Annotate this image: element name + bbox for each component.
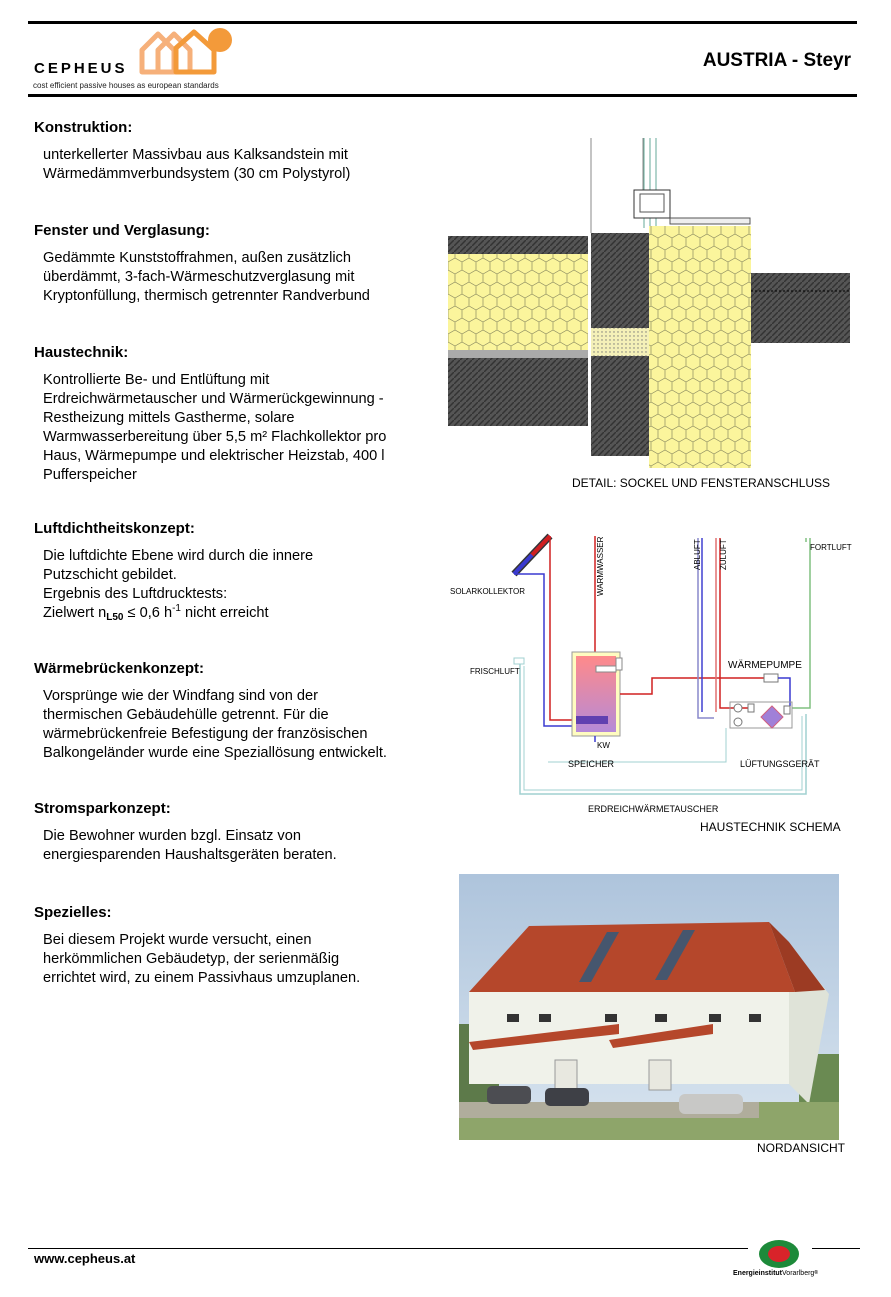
section-fenster (34, 222, 434, 306)
section-text: Kontrollierte Be- und Entlüftung mit Erdreichwärmetauscher und Wärmerückgewinnung - Restheizung mittels Gastherme, solare Warmwasserbereitung über 5,5 m² Flachkollektor pro Haus, Wärmepumpe und elektrischer Heizstab, 400 l Pufferspeicher (43, 372, 387, 483)
section-text: Die Bewohner wurden bzgl. Einsatz von energiesparenden Haushaltsgeräten beraten. (43, 828, 337, 863)
section-text (43, 547, 434, 624)
detail-caption: DETAIL: SOCKEL UND FENSTERANSCHLUSS (572, 476, 831, 490)
label-kw: KW (597, 741, 610, 750)
section-luftdichtheit (34, 520, 434, 624)
label-warmwasser: WARMWASSER (596, 536, 605, 596)
section-text: Bei diesem Projekt wurde versucht, einen herkömmlichen Gebäudetyp, der serienmäßig errichtet wird, zu einem Passivhaus umzuplanen. (43, 932, 361, 986)
label-solarkollektor: SOLARKOLLEKTOR (450, 587, 525, 596)
house-photo (459, 874, 839, 1140)
label-fortluft: FORTLUFT (810, 543, 852, 552)
section-text: Gedämmte Kunststoffrahmen, außen zusätzlich überdämmt, 3-fach-Wärmeschutzverglasung mit Kryptonfüllung, thermisch getrennter Randverbund (43, 250, 370, 304)
section-waermebruecken (34, 660, 434, 763)
section-text-lines: Die luftdichte Ebene wird durch die innere Putzschicht gebildet. Ergebnis des Luftdrucktests: (43, 548, 314, 602)
logo-tagline: cost efficient passive houses as european standards (33, 81, 219, 90)
project-location: AUSTRIA - Steyr (702, 50, 851, 71)
institute-name: EnergieinstitutVorarlberg® (733, 1270, 818, 1277)
section-title: Stromsparkonzept: (34, 800, 171, 817)
cepheus-logo-icon (136, 26, 236, 78)
label-frischluft: FRISCHLUFT (470, 667, 520, 676)
detail-drawing (448, 138, 850, 468)
footer-url[interactable]: www.cepheus.at (34, 1251, 136, 1266)
section-haustechnik (34, 344, 434, 485)
schema-caption: HAUSTECHNIK SCHEMA (700, 820, 841, 834)
footer-rule-left (28, 1248, 748, 1249)
label-speicher: SPEICHER (568, 759, 615, 769)
energieinstitut-logo-icon (757, 1239, 801, 1269)
section-title: Wärmebrückenkonzept: (34, 660, 205, 677)
label-waermepumpe: WÄRMEPUMPE (728, 660, 802, 671)
section-konstruktion (34, 119, 434, 184)
section-spezielles (34, 904, 434, 988)
label-abluft: ABLUFT (693, 539, 702, 570)
label-lueftungsgeraet: LÜFTUNGSGERÄT (740, 759, 820, 769)
photo-caption: NORDANSICHT (757, 1141, 846, 1155)
label-erdreich: ERDREICHWÄRMETAUSCHER (588, 804, 719, 814)
section-title: Luftdichtheitskonzept: (34, 520, 195, 537)
section-text: unterkellerter Massivbau aus Kalksandstein mit Wärmedämmverbundsystem (30 cm Polystyrol) (43, 147, 351, 182)
logo-wordmark: CEPHEUS (34, 60, 128, 77)
section-title: Konstruktion: (34, 119, 133, 136)
section-stromsparen (34, 800, 434, 865)
footer-rule-right (812, 1248, 860, 1249)
top-rule (28, 21, 857, 24)
label-zuluft: ZULUFT (719, 539, 728, 570)
section-title: Haustechnik: (34, 344, 129, 361)
airtight-result: Zielwert $n_{L50} \le 0,6$ $h^{-1}$ nicht erreicht (43, 603, 269, 623)
section-text: Vorsprünge wie der Windfang sind von der thermischen Gebäudehülle getrennt. Für die wärmebrückenfreie Befestigung der französischen Balkongeländer wurde eine Speziallösung entwickelt. (43, 688, 387, 761)
haustechnik-schema (448, 530, 858, 820)
section-title: Fenster und Verglasung: (34, 222, 210, 239)
section-title: Spezielles: (34, 904, 112, 921)
header-rule (28, 94, 857, 97)
